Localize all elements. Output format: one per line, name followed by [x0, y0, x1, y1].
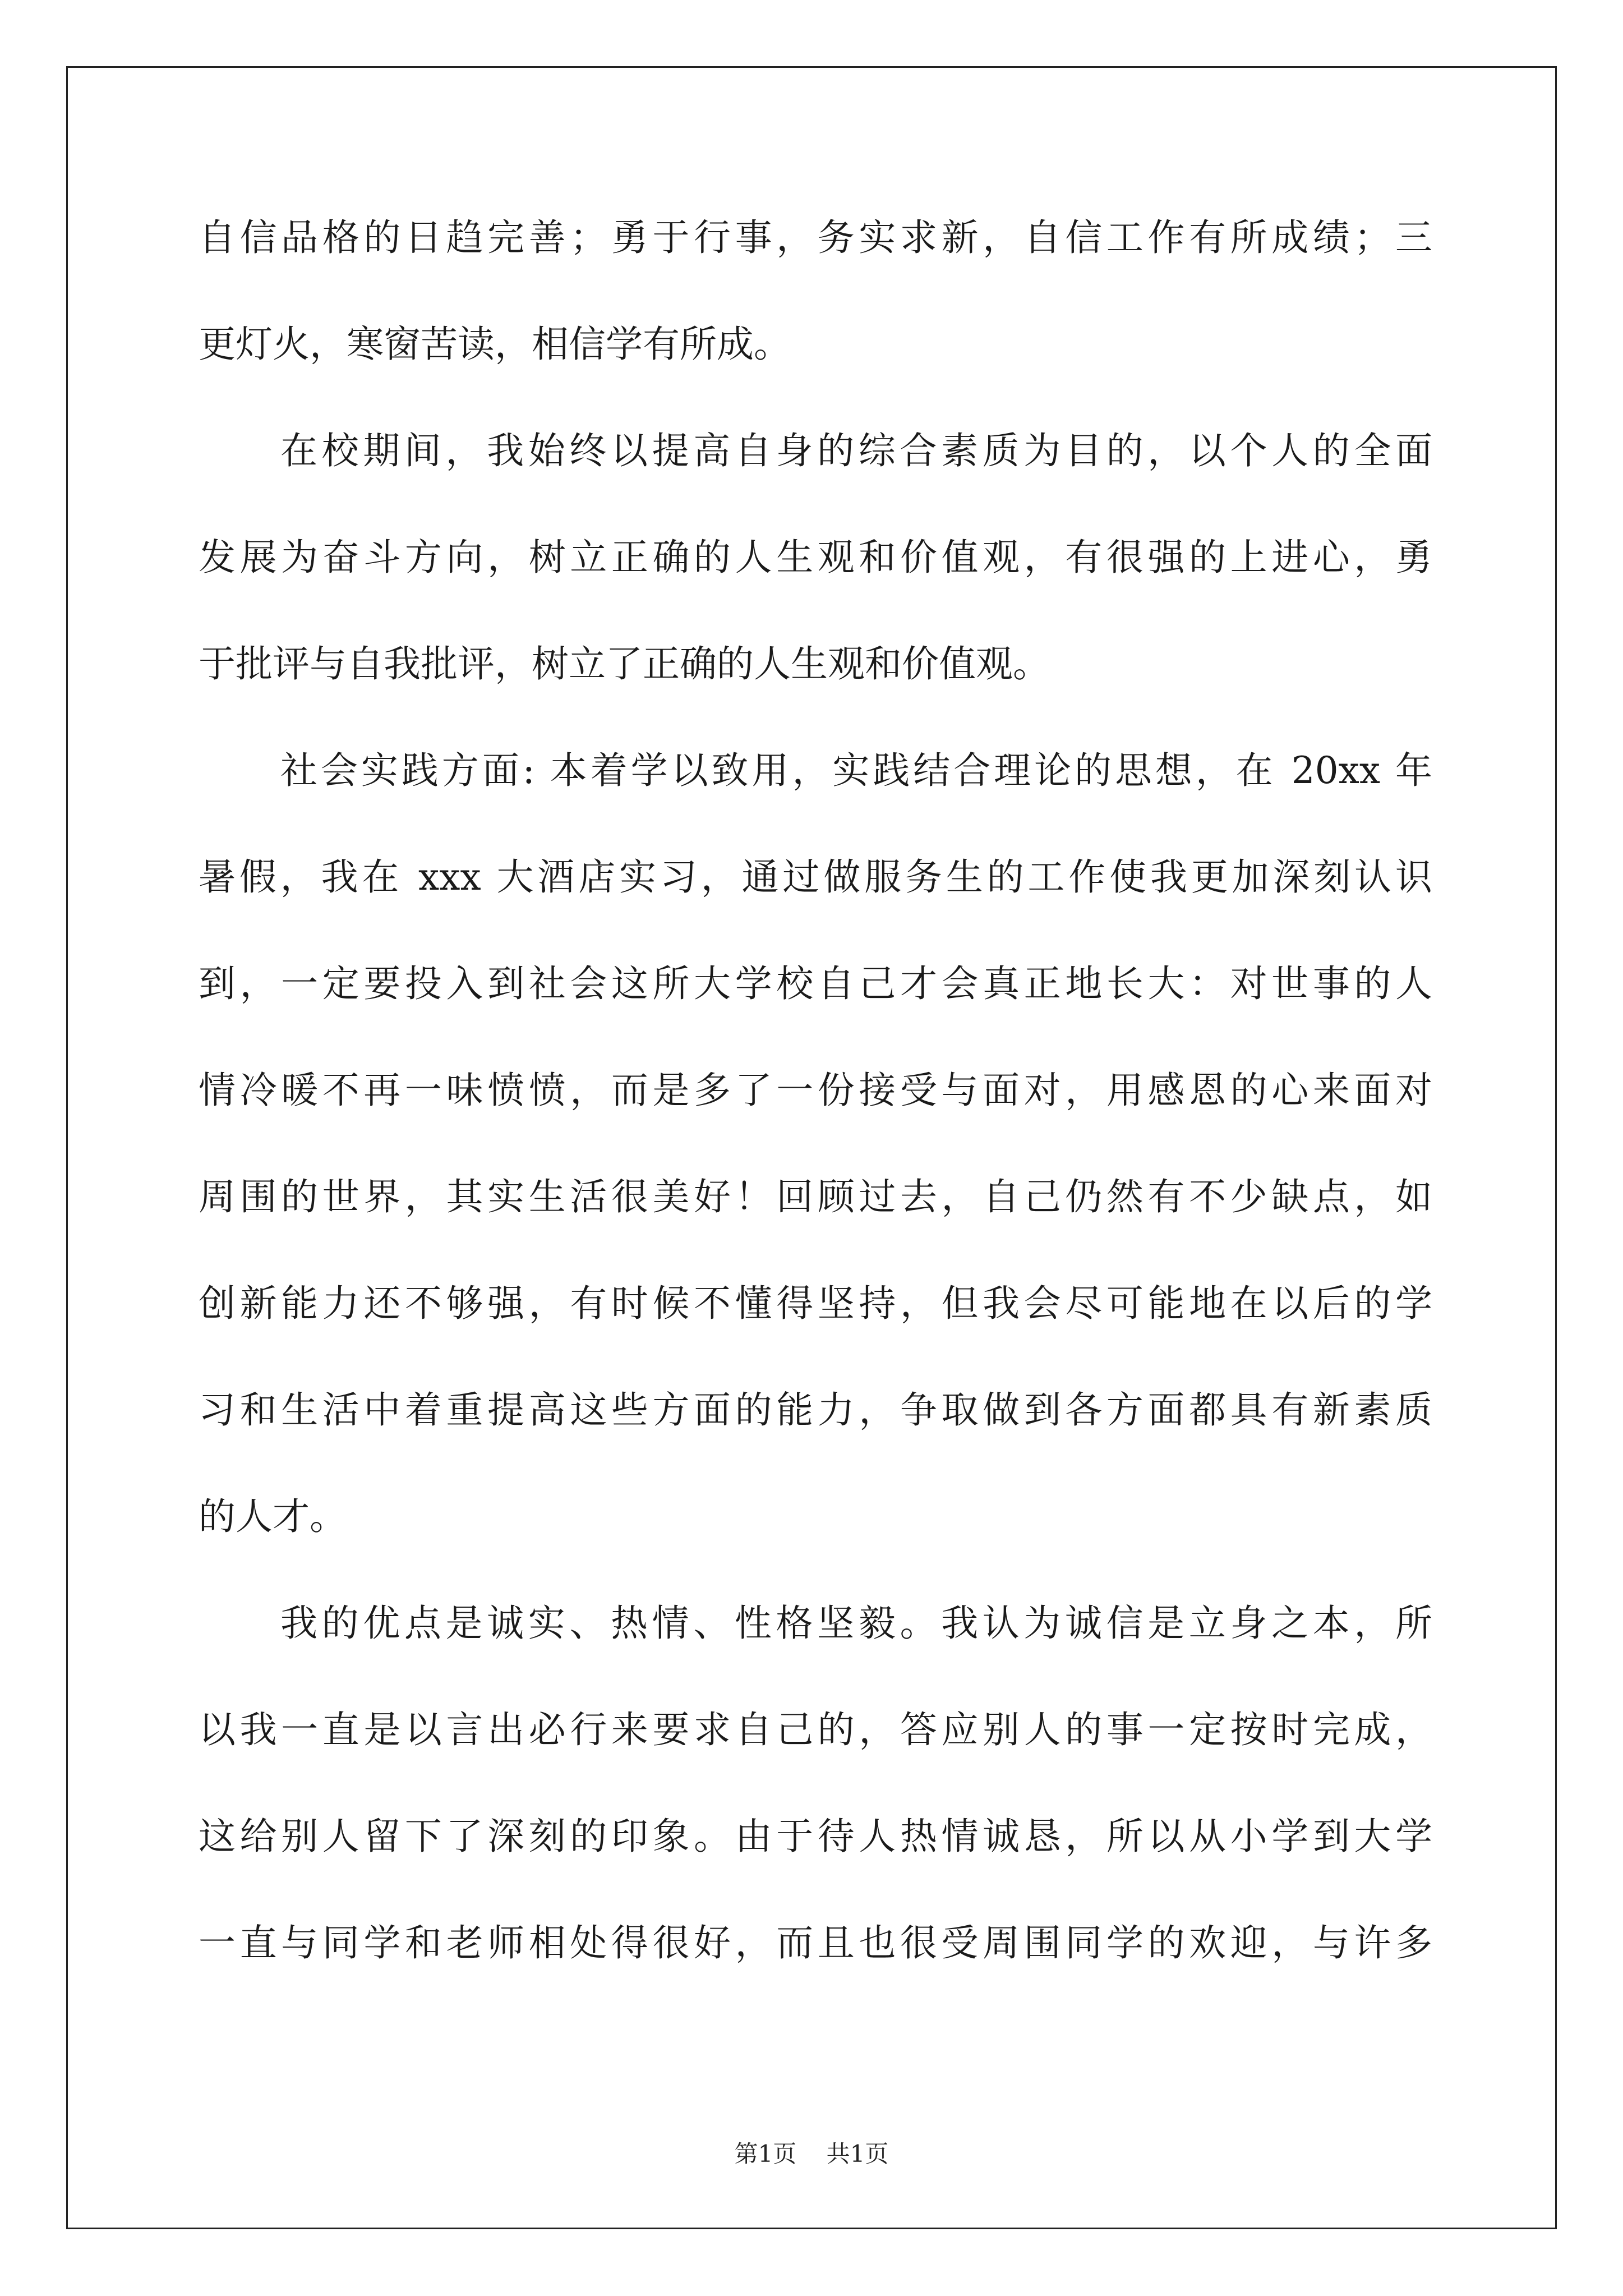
text-line: 的人才。	[199, 1495, 347, 1538]
text-line: 创新能力还不够强，有时候不懂得坚持，但我会尽可能地在以后的学	[199, 1282, 1432, 1325]
text-line: 情冷暖不再一味愤愤，而是多了一份接受与面对，用感恩的心来面对	[199, 1069, 1432, 1112]
paragraph-start-line: 我的优点是诚实、热情、性格坚毅。我认为诚信是立身之本，所	[280, 1602, 1432, 1645]
text-line: 发展为奋斗方向，树立正确的人生观和价值观，有很强的上进心，勇	[199, 536, 1432, 579]
text-line: 周围的世界，其实生活很美好！回顾过去，自己仍然有不少缺点，如	[199, 1175, 1432, 1218]
text-line: 一直与同学和老师相处得很好，而且也很受周围同学的欢迎，与许多	[199, 1921, 1432, 1964]
document-body	[199, 215, 1432, 2027]
paragraph-start-line: 在校期间，我始终以提高自身的综合素质为目的，以个人的全面	[280, 429, 1432, 472]
text-line: 以我一直是以言出必行来要求自己的，答应别人的事一定按时完成，	[199, 1708, 1432, 1751]
page-footer	[0, 2140, 1623, 2168]
text-line: 到，一定要投入到社会这所大学校自己才会真正地长大：对世事的人	[199, 962, 1432, 1005]
text-line: 自信品格的日趋完善；勇于行事，务实求新，自信工作有所成绩；三	[199, 216, 1432, 259]
page-total: 共1页	[826, 2140, 889, 2168]
text-line: 这给别人留下了深刻的印象。由于待人热情诚恳，所以从小学到大学	[199, 1815, 1432, 1858]
text-line: 更灯火，寒窗苦读，相信学有所成。	[199, 323, 791, 366]
paragraph-start-line: 社会实践方面: 本着学以致用，实践结合理论的思想，在 20xx 年	[280, 749, 1432, 792]
text-line: 习和生活中着重提高这些方面的能力，争取做到各方面都具有新素质	[199, 1388, 1432, 1432]
text-line: 于批评与自我批评，树立了正确的人生观和价值观。	[199, 642, 1050, 685]
text-line: 暑假，我在 xxx 大酒店实习，通过做服务生的工作使我更加深刻认识	[199, 855, 1432, 899]
page-number: 第1页	[734, 2140, 797, 2168]
